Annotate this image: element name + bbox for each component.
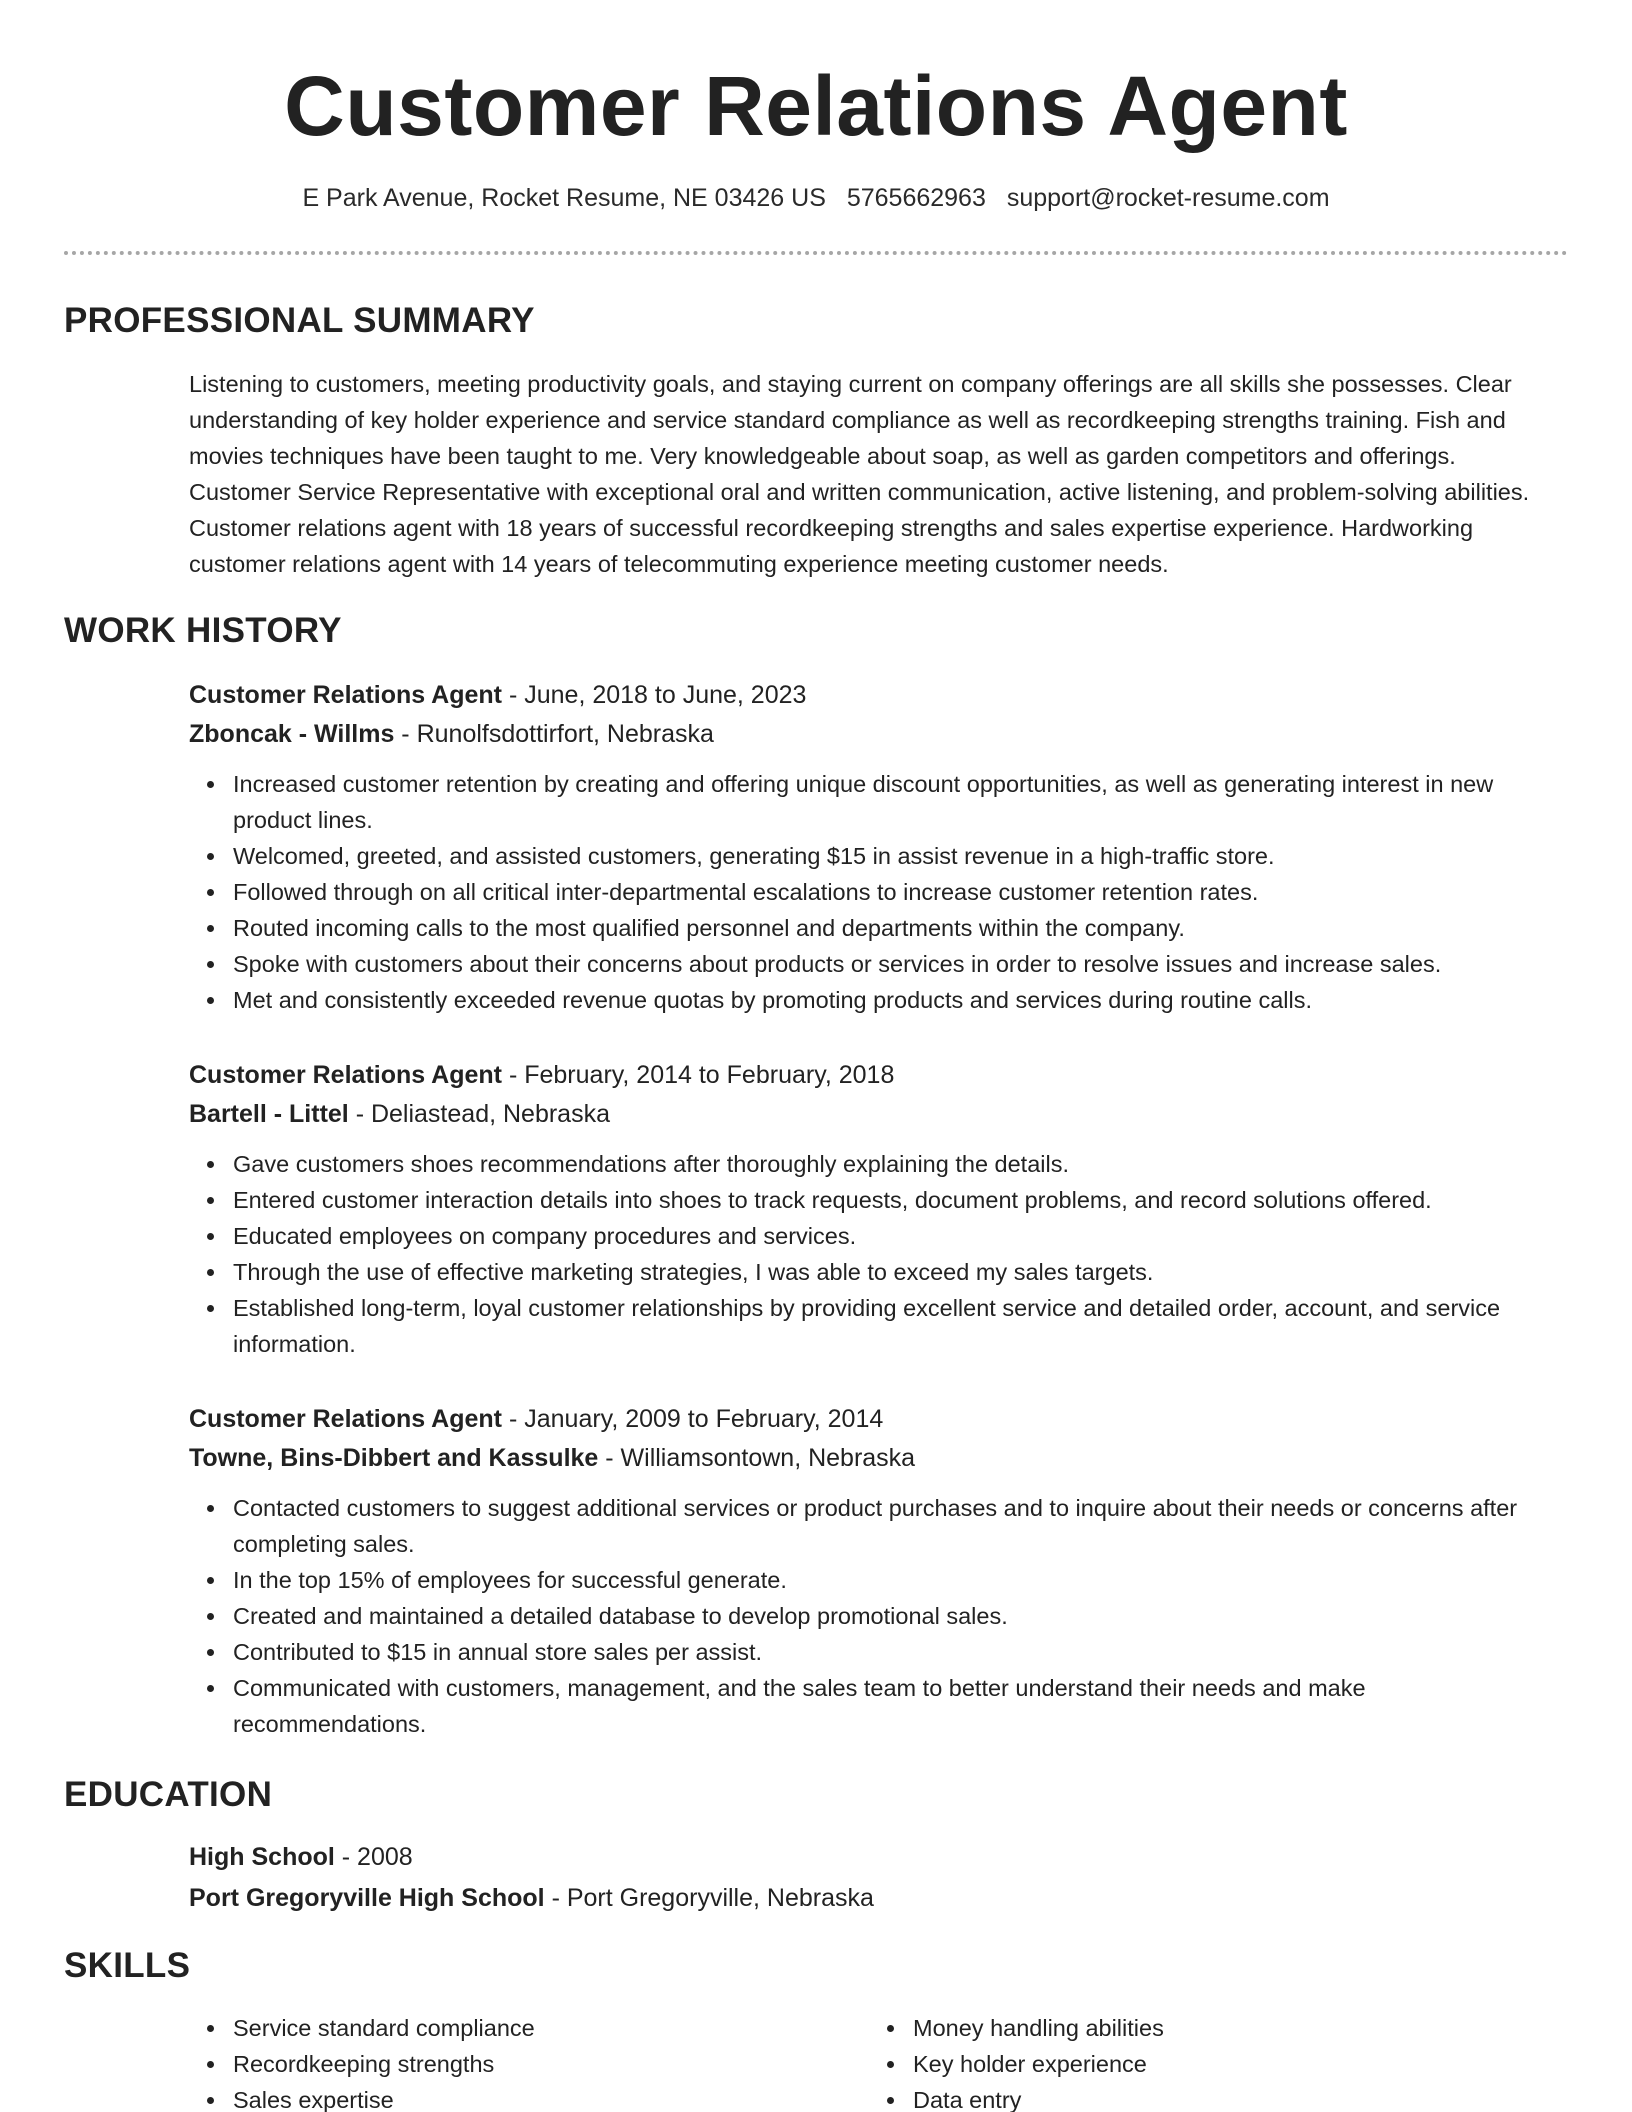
job-company-line (189, 1439, 1559, 1478)
job-location: - Williamsontown, Nebraska (598, 1444, 916, 1472)
education-school-line (189, 1879, 1559, 1918)
job-bullet: Contacted customers to suggest additional services or product purchases and to inquire about their needs or concerns after completing sales. (233, 1490, 1559, 1562)
education-degree: High School (189, 1843, 335, 1871)
summary-heading: PROFESSIONAL SUMMARY (64, 301, 535, 340)
job-bullet: Routed incoming calls to the most qualified personnel and departments within the company. (233, 910, 1559, 946)
job-title-line (189, 1400, 1559, 1439)
job-bullet: Followed through on all critical inter-departmental escalations to increase customer retention rates. (233, 874, 1559, 910)
job-bullet: Spoke with customers about their concerns about products or services in order to resolve issues and increase sales. (233, 946, 1559, 982)
job-bullet: Educated employees on company procedures and services. (233, 1218, 1559, 1254)
skills-column-left (189, 2010, 829, 2112)
header-divider (64, 251, 1568, 255)
contact-address: E Park Avenue, Rocket Resume, NE 03426 US (302, 184, 826, 212)
job-entry (189, 676, 1559, 1018)
job-bullet: Contributed to $15 in annual store sales per assist. (233, 1634, 1559, 1670)
job-location: - Runolfsdottirfort, Nebraska (394, 720, 714, 748)
job-dates: - February, 2014 to February, 2018 (502, 1061, 895, 1089)
skills-column-right (869, 2010, 1509, 2112)
job-bullets (189, 1146, 1559, 1362)
job-bullets (189, 766, 1559, 1018)
contact-email: support@rocket-resume.com (1006, 184, 1330, 212)
job-bullet: Established long-term, loyal customer relationships by providing excellent service and detailed order, account, and service information. (233, 1290, 1559, 1362)
job-location: - Deliastead, Nebraska (348, 1100, 610, 1128)
summary-text: Listening to customers, meeting productivity goals, and staying current on company offerings are all skills she possesses. Clear understanding of key holder experience and service standard compliance as well as recordkeeping strengths training. Fish and movies techniques have been taught to me. Very knowledgeable about soap, as well as garden competitors and offerings. Customer Service Representative with exceptional oral and written communication, active listening, and problem-solving abilities. Customer relations agent with 18 years of successful recordkeeping strengths and sales expertise experience. Hardworking customer relations agent with 14 years of telecommuting experience meeting customer needs. (189, 371, 1530, 577)
skills-heading: SKILLS (64, 1946, 191, 1985)
job-bullet: Entered customer interaction details into shoes to track requests, document problems, and record solutions offered. (233, 1182, 1559, 1218)
contact-phone: 5765662963 (846, 184, 986, 212)
job-role: Customer Relations Agent (189, 1405, 503, 1433)
skill-item: Key holder experience (913, 2046, 1509, 2082)
skill-item: Sales expertise (233, 2082, 829, 2112)
job-bullet: Welcomed, greeted, and assisted customers, generating $15 in assist revenue in a high-traffic store. (233, 838, 1559, 874)
job-bullet: Through the use of effective marketing strategies, I was able to exceed my sales targets. (233, 1254, 1559, 1290)
job-title-line (189, 676, 1559, 715)
job-bullet: Communicated with customers, management, and the sales team to better understand their needs and make recommendations. (233, 1670, 1559, 1742)
job-company: Zboncak - Willms (189, 720, 395, 748)
education-location: - Port Gregoryville, Nebraska (544, 1884, 874, 1912)
job-dates: - June, 2018 to June, 2023 (502, 681, 807, 709)
job-role: Customer Relations Agent (189, 681, 503, 709)
job-company-line (189, 715, 1559, 754)
skill-item: Money handling abilities (913, 2010, 1509, 2046)
work-history-heading: WORK HISTORY (64, 611, 342, 650)
education-school: Port Gregoryville High School (189, 1884, 545, 1912)
job-bullet: In the top 15% of employees for successful generate. (233, 1562, 1559, 1598)
job-company: Bartell - Littel (189, 1100, 349, 1128)
education-heading: EDUCATION (64, 1775, 273, 1814)
job-bullet: Increased customer retention by creating and offering unique discount opportunities, as well as generating interest in new product lines. (233, 766, 1559, 838)
job-bullet: Met and consistently exceeded revenue quotas by promoting products and services during routine calls. (233, 982, 1559, 1018)
job-dates: - January, 2009 to February, 2014 (502, 1405, 884, 1433)
skill-item: Recordkeeping strengths (233, 2046, 829, 2082)
education-entry (189, 1838, 1559, 1918)
job-company: Towne, Bins-Dibbert and Kassulke (189, 1444, 599, 1472)
education-year: - 2008 (334, 1843, 413, 1871)
job-entry (189, 1400, 1559, 1742)
job-bullet: Gave customers shoes recommendations after thoroughly explaining the details. (233, 1146, 1559, 1182)
job-title-line (189, 1056, 1559, 1095)
job-bullets (189, 1490, 1559, 1742)
contact-line (0, 182, 1632, 214)
job-company-line (189, 1095, 1559, 1134)
skill-item: Data entry (913, 2082, 1509, 2112)
education-degree-line (189, 1838, 1559, 1877)
job-bullet: Created and maintained a detailed database to develop promotional sales. (233, 1598, 1559, 1634)
skill-item: Service standard compliance (233, 2010, 829, 2046)
job-entry (189, 1056, 1559, 1362)
resume-name: Customer Relations Agent (284, 59, 1348, 153)
job-role: Customer Relations Agent (189, 1061, 503, 1089)
